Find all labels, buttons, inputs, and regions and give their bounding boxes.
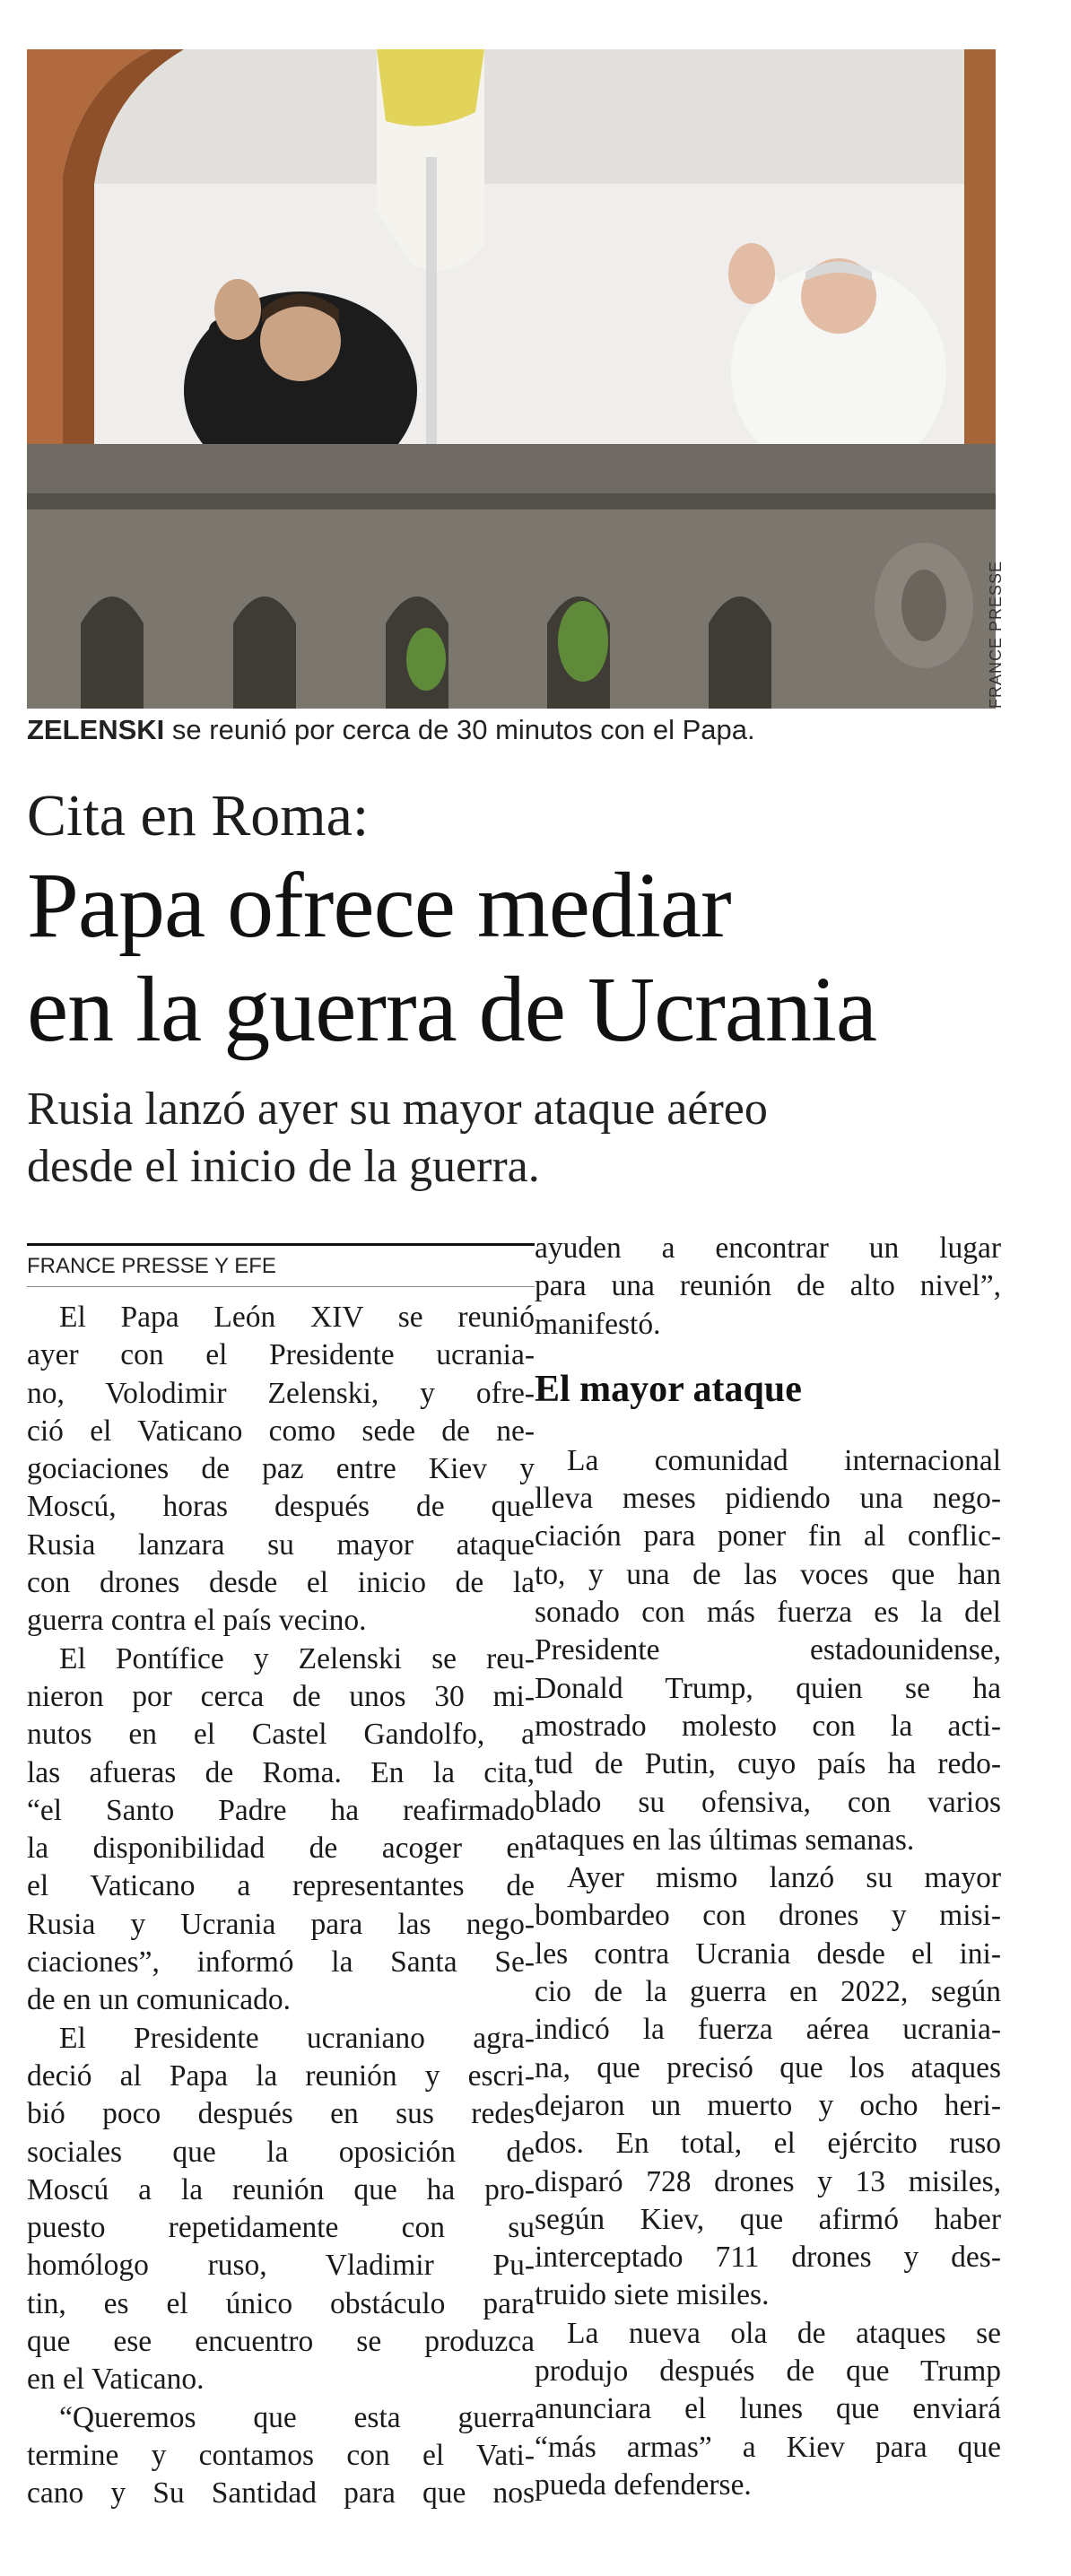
body-text-line: termine y contamos con el Vati- — [27, 2438, 535, 2472]
body-text-line: Moscú a la reunión que ha pro- — [27, 2172, 535, 2206]
body-text-line: sonado con más fuerza es la del — [535, 1596, 1001, 1630]
body-text-line: na, que precisó que los ataques — [535, 2050, 1001, 2084]
body-text-line: ció el Vaticano como sede de ne- — [27, 1414, 535, 1448]
body-text-line: ayer con el Presidente ucrania- — [27, 1338, 535, 1372]
body-text-line: deció al Papa la reunión y escri- — [27, 2058, 535, 2093]
body-text-line: bió poco después en sus redes — [27, 2097, 535, 2131]
body-text-line: produjo después de que Trump — [535, 2354, 1001, 2389]
body-text-line: mostrado molesto con la acti- — [535, 1709, 1001, 1743]
body-text-line: tin, es el único obstáculo para — [27, 2286, 535, 2320]
kicker: Cita en Roma: — [27, 783, 370, 849]
body-text-line: to, y una de las voces que han — [535, 1557, 1001, 1591]
body-text-line: Donald Trump, quien se ha — [535, 1671, 1001, 1705]
body-text-line: El Pontífice y Zelenski se reu- — [59, 1641, 535, 1675]
body-text-line: dejaron un muerto y ocho heri- — [535, 2088, 1001, 2122]
headline-line: Papa ofrece mediar — [27, 854, 731, 957]
body-text-line: Rusia lanzara su mayor ataque — [27, 1527, 535, 1562]
subhead-line: Rusia lanzó ayer su mayor ataque aéreo — [27, 1083, 768, 1135]
body-text-line: anunciara el lunes que enviará — [535, 2392, 1001, 2426]
photo-caption — [27, 714, 996, 746]
subhead-line: desde el inicio de la guerra. — [27, 1141, 540, 1192]
body-text-line: Ayer mismo lanzó su mayor — [567, 1861, 1001, 1895]
body-text-line: puesto repetidamente con su — [27, 2211, 535, 2245]
body-text-line: que ese encuentro se produzca — [27, 2325, 535, 2359]
body-text-line: manifestó. — [535, 1307, 661, 1341]
body-text-line: sociales que la oposición de — [27, 2135, 535, 2169]
body-text-line: gociaciones de paz entre Kiev y — [27, 1452, 535, 1486]
body-text-line: El Presidente ucraniano agra- — [59, 2021, 535, 2055]
photo-illustration — [27, 49, 996, 709]
body-text-line: lleva meses pidiendo una nego- — [535, 1482, 1001, 1516]
body-text-line: La comunidad internacional — [567, 1443, 1001, 1477]
body-text-line: truido siete misiles. — [535, 2278, 770, 2312]
body-text-line: bombardeo con drones y misi- — [535, 1899, 1001, 1933]
news-photo — [27, 49, 996, 709]
body-text-line: disparó 728 drones y 13 misiles, — [535, 2164, 1001, 2198]
byline: FRANCE PRESSE Y EFE — [27, 1254, 276, 1278]
body-text-line: La nueva ola de ataques se — [567, 2316, 1001, 2350]
body-text-line: nutos en el Castel Gandolfo, a — [27, 1718, 535, 1752]
byline-rule — [27, 1243, 535, 1246]
caption-text: se reunió por cerca de 30 minutos con el Papa. — [164, 714, 755, 745]
body-text-line: cio de la guerra en 2022, según — [535, 1975, 1001, 2009]
body-text-line: indicó la fuerza aérea ucrania- — [535, 2013, 1001, 2047]
body-text-line: con drones desde el inicio de la — [27, 1566, 535, 1600]
crosshead: El mayor ataque — [535, 1368, 802, 1410]
body-text-line: para una reunión de alto nivel”, — [535, 1269, 1001, 1303]
body-text-line: en el Vaticano. — [27, 2363, 205, 2397]
body-text-line: ciación para poner fin al conflic- — [535, 1519, 1001, 1553]
body-text-line: El Papa León XIV se reunió — [59, 1301, 535, 1334]
body-column-2 — [535, 1230, 1001, 2504]
body-column-1 — [27, 1299, 535, 2513]
subheadline — [27, 1081, 1032, 1196]
body-text-line: la disponibilidad de acoger en — [27, 1832, 535, 1866]
body-text-line: Moscú, horas después de que — [27, 1490, 535, 1524]
byline-divider — [27, 1286, 535, 1287]
body-text-line: Presidente estadounidense, — [535, 1633, 1001, 1667]
body-text-line: las afueras de Roma. En la cita, — [27, 1755, 535, 1789]
body-text-line: el Vaticano a representantes de — [27, 1869, 535, 1903]
body-text-line: ayuden a encontrar un lugar — [535, 1231, 1001, 1265]
body-text-line: les contra Ucrania desde el ini- — [535, 1936, 1001, 1971]
headline-line: en la guerra de Ucrania — [27, 958, 877, 1061]
body-text-line: nieron por cerca de unos 30 mi- — [27, 1679, 535, 1713]
body-text-line: ataques en las últimas semanas. — [535, 1823, 915, 1857]
body-text-line: dos. En total, el ejército ruso — [535, 2127, 1001, 2161]
body-text-line: “el Santo Padre ha reafirmado — [27, 1793, 535, 1827]
body-text-line: blado su ofensiva, con varios — [535, 1785, 1001, 1819]
body-text-line: cano y Su Santidad para que nos — [27, 2476, 535, 2511]
body-text-line: Rusia y Ucrania para las nego- — [27, 1907, 535, 1941]
body-text-line: ciaciones”, informó la Santa Se- — [27, 1945, 535, 1980]
body-text-line: según Kiev, que afirmó haber — [535, 2202, 1001, 2236]
body-text-line: pueda defenderse. — [535, 2467, 752, 2502]
body-text-line: guerra contra el país vecino. — [27, 1604, 367, 1638]
caption-bold: ZELENSKI — [27, 714, 165, 745]
body-text-line: “Queremos que esta guerra — [59, 2400, 535, 2434]
body-text-line: homólogo ruso, Vladimir Pu- — [27, 2249, 535, 2283]
body-text-line: “más armas” a Kiev para que — [535, 2430, 1001, 2464]
body-text-line: interceptado 711 drones y des- — [535, 2241, 1001, 2275]
photo-credit: FRANCE PRESSE — [987, 560, 1005, 709]
body-text-line: de en un comunicado. — [27, 1983, 291, 2017]
body-text-line: tud de Putin, cuyo país ha redo- — [535, 1747, 1001, 1781]
headline — [27, 854, 1032, 1062]
body-text-line: no, Volodimir Zelenski, y ofre- — [27, 1376, 535, 1410]
